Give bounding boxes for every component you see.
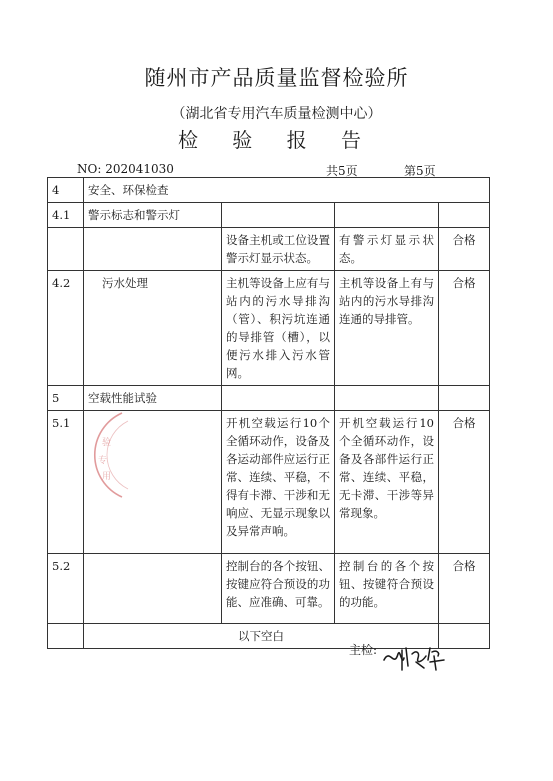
technical-requirement: 控制台的各个按钮、按键应符合预设的功能、应准确、可靠。: [222, 554, 335, 624]
item-number: 4.1: [48, 203, 84, 228]
item-name: 空载性能试验: [84, 386, 222, 411]
technical-requirement: 设备主机或工位设置警示灯显示状态。: [222, 228, 335, 271]
item-name: 警示标志和警示灯: [84, 203, 222, 228]
page-number: 第5页: [404, 164, 436, 178]
technical-requirement: 开机空载运行10个全循环动作，设备及各运动部件应运行正常、连续、平稳，不得有卡滞、干涉和无响应、无显示现象以及异常声响。: [222, 411, 335, 554]
inspection-result: 控制台的各个按钮、按键符合预设的功能。: [335, 554, 439, 624]
table-row: [48, 271, 490, 386]
official-stamp: [72, 405, 162, 505]
table-row: [48, 178, 490, 203]
item-number: 4.2: [48, 271, 84, 386]
table-row: [48, 228, 490, 271]
svg-text:专: 专: [98, 456, 108, 466]
item-number: 4: [48, 178, 84, 203]
conclusion: 合格: [439, 554, 490, 624]
table-row: [48, 554, 490, 624]
item-name: 污水处理: [84, 271, 222, 386]
inspection-result: 有警示灯显示状态。: [335, 228, 439, 271]
item-number: 5.1: [48, 411, 84, 554]
inspector-label: 主检:: [349, 643, 378, 657]
org-name: 随州市产品质量监督检验所: [144, 66, 409, 90]
table-row: [48, 203, 490, 228]
svg-text:验: 验: [102, 438, 112, 448]
total-pages: 共5页: [326, 164, 358, 178]
item-number: 5.2: [48, 554, 84, 624]
technical-requirement: 主机等设备上应有与站内的污水导排沟（管）、积污坑连通的导排管（槽），以便污水排入污水管网。: [222, 271, 335, 386]
sub-org-name: （湖北省专用汽车质量检测中心）: [171, 106, 382, 122]
inspector-signature: [380, 640, 450, 674]
conclusion: 合格: [439, 411, 490, 554]
inspection-result: 主机等设备上有与站内的污水导排沟连通的导排管。: [335, 271, 439, 386]
inspection-result: 开机空载运行10个全循环动作，设备及各部件运行正常、连续、平稳，无卡滞、干涉等异常现象。: [335, 411, 439, 554]
item-name: [84, 554, 222, 624]
svg-text:用: 用: [102, 472, 112, 482]
report-number: NO: 202041030: [77, 162, 174, 176]
document-title: 检 验 报 告: [177, 128, 376, 152]
item-name: 安全、环保检查: [84, 178, 490, 203]
blank-below-note: 以下空白: [84, 624, 439, 649]
item-number: 5: [48, 386, 84, 411]
conclusion: 合格: [439, 271, 490, 386]
conclusion: 合格: [439, 228, 490, 271]
